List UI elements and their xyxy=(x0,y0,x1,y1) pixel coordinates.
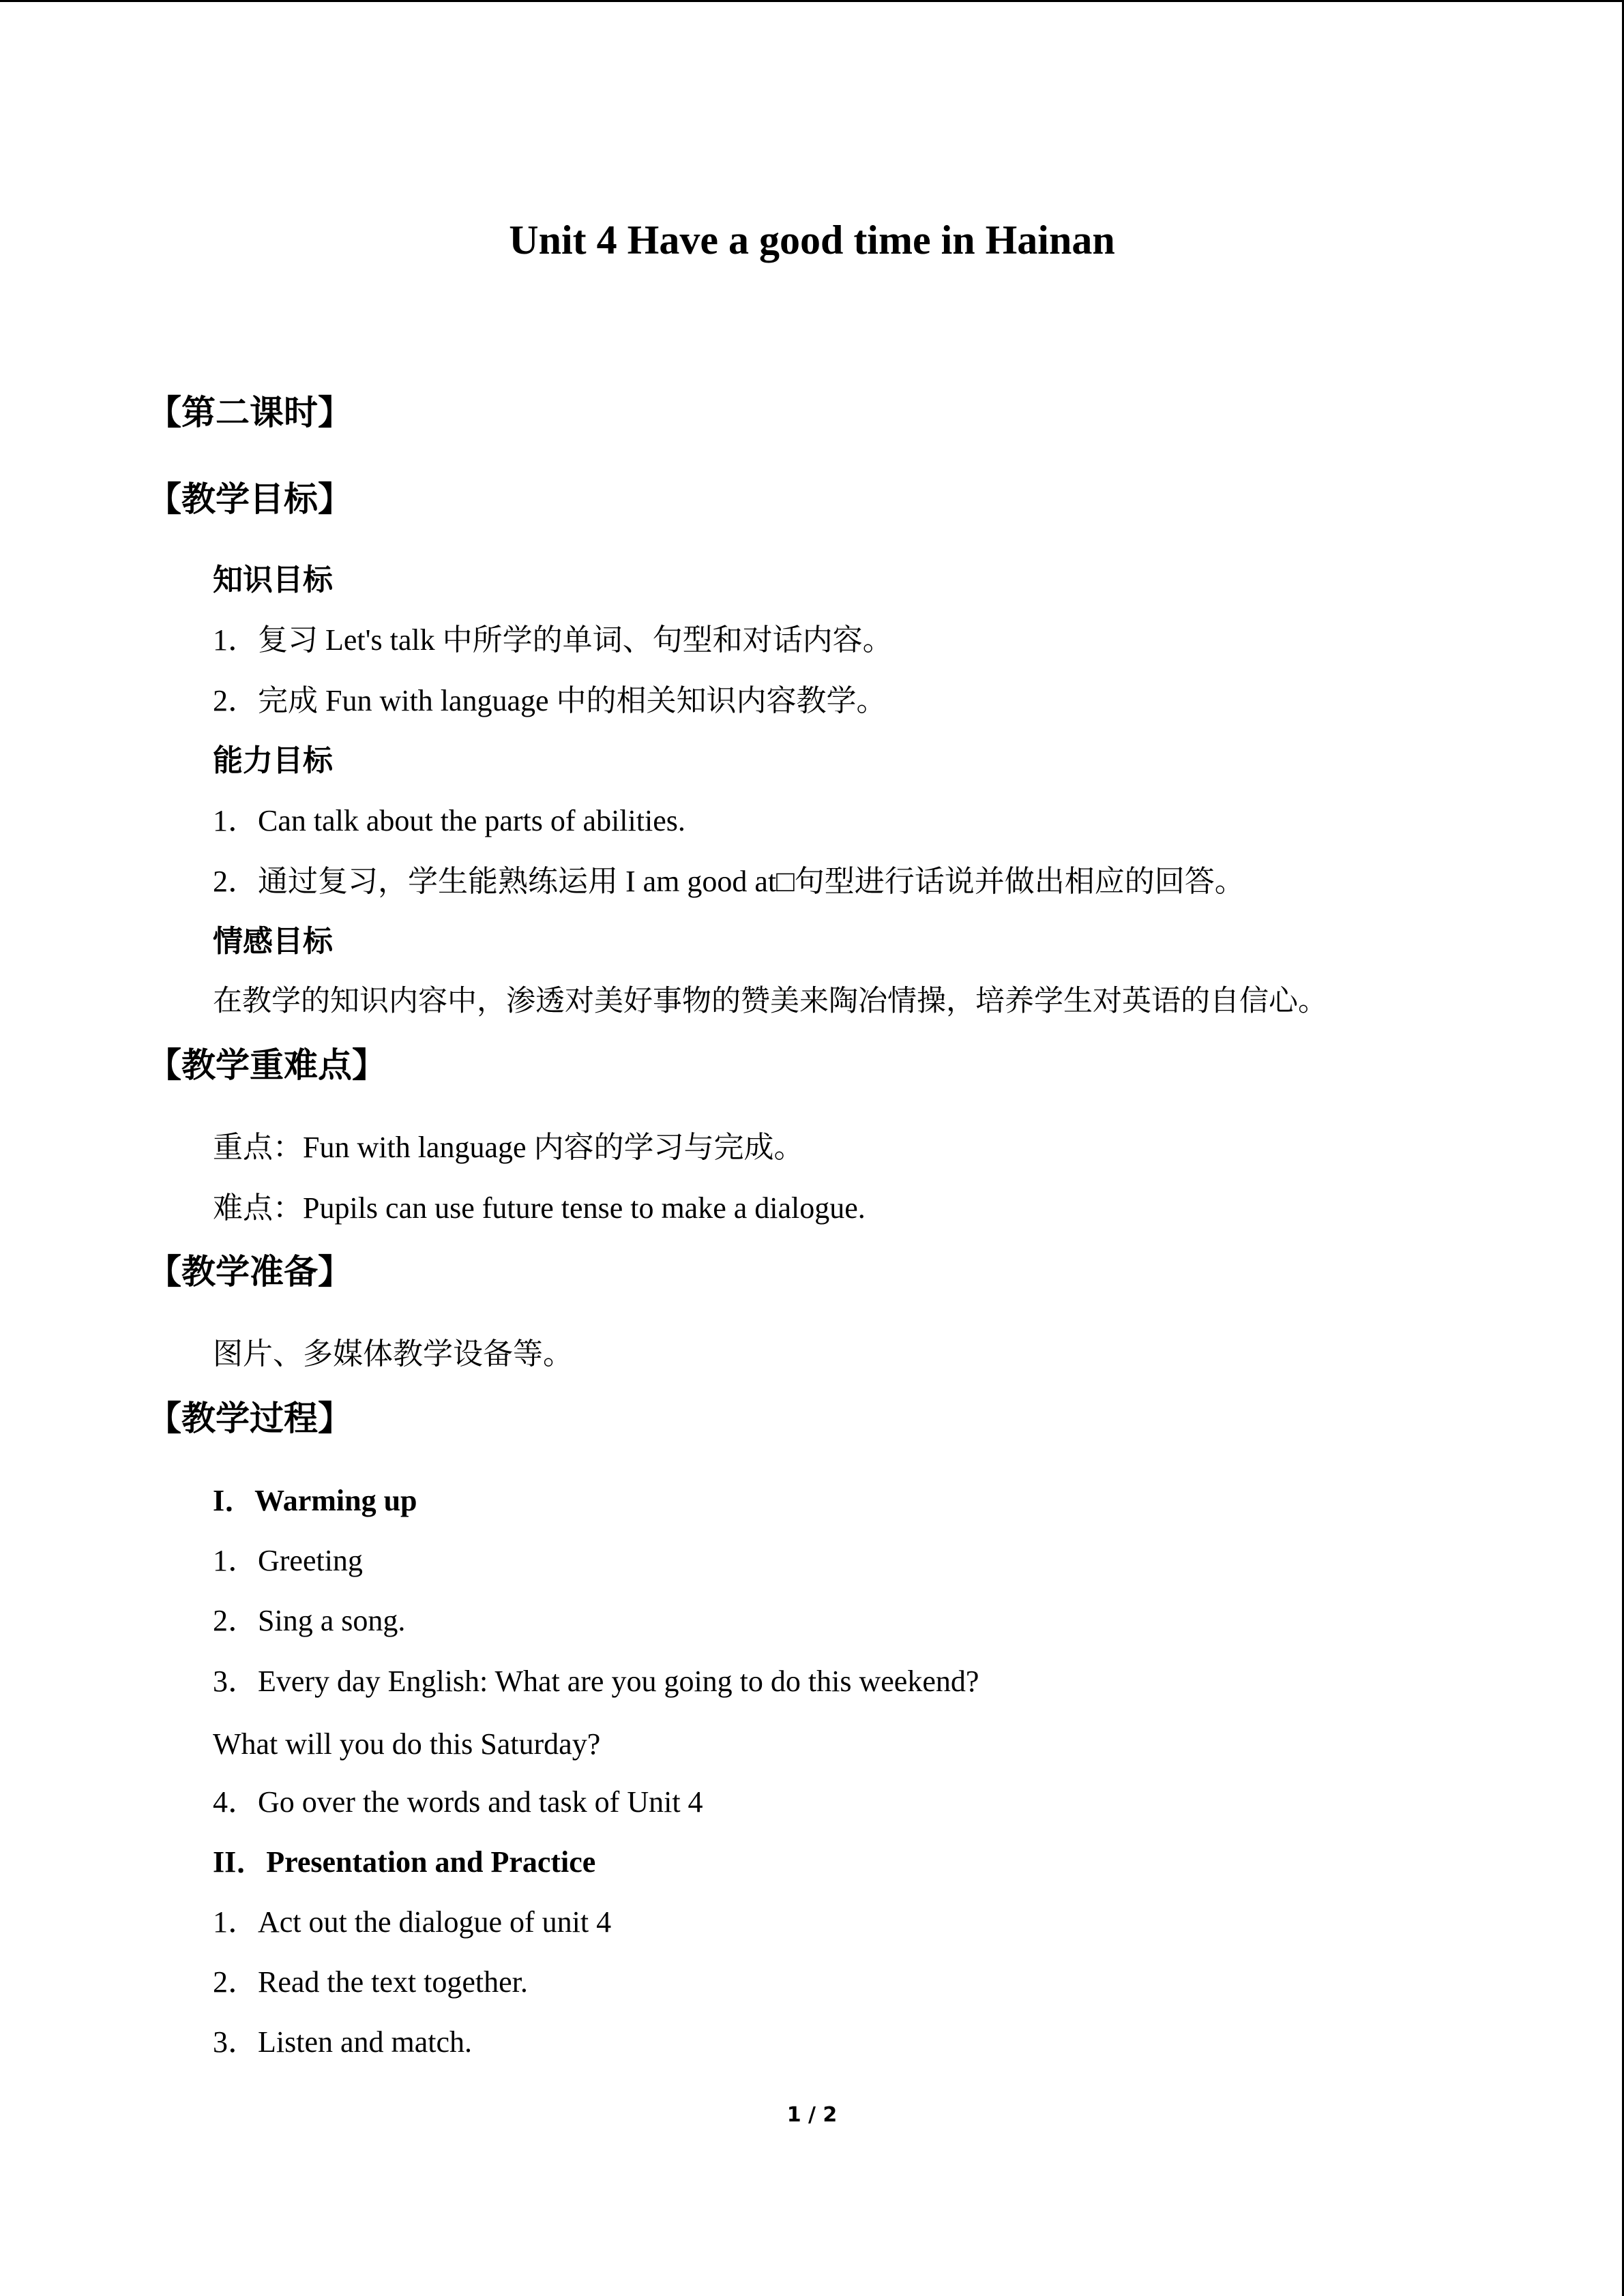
presentation-label: II．Presentation and Practice xyxy=(213,1845,596,1879)
key-point-text: 重点：Fun with language 内容的学习与完成。 xyxy=(213,1131,804,1164)
knowledge-item-2: 2．完成 Fun with language 中的相关知识内容教学。 xyxy=(213,684,887,717)
ability-item-2: 2．通过复习，学生能熟练运用 I am good at□句型进行话说并做出相应的回答。 xyxy=(213,865,1245,898)
preparation-text: 图片、多媒体教学设备等。 xyxy=(213,1337,573,1371)
preparation-heading: 【教学准备】 xyxy=(147,1252,352,1292)
warming-up-label: I．Warming up xyxy=(213,1484,417,1517)
warming-up-item-4: 4．Go over the words and task of Unit 4 xyxy=(213,1785,703,1819)
difficult-point-text: 难点：Pupils can use future tense to make a dialogue. xyxy=(213,1191,866,1225)
presentation-item-2: 2．Read the text together. xyxy=(213,1965,528,1999)
emotion-objective-label: 情感目标 xyxy=(213,924,333,959)
key-points-heading: 【教学重难点】 xyxy=(147,1045,386,1085)
lesson-heading: 【第二课时】 xyxy=(147,393,352,432)
presentation-item-3: 3．Listen and match. xyxy=(213,2025,473,2059)
knowledge-item-1: 1．复习 Let's talk 中所学的单词、句型和对话内容。 xyxy=(213,623,893,657)
objectives-heading: 【教学目标】 xyxy=(147,479,352,519)
presentation-item-1: 1．Act out the dialogue of unit 4 xyxy=(213,1905,612,1939)
ability-item-1: 1．Can talk about the parts of abilities. xyxy=(213,804,685,837)
page-number: 1 / 2 xyxy=(786,2103,838,2127)
knowledge-objective-label: 知识目标 xyxy=(213,563,333,597)
warming-up-item-3: 3．Every day English: What are you going to do this weekend? xyxy=(213,1665,979,1698)
warming-up-item-1: 1．Greeting xyxy=(213,1544,363,1577)
warming-up-item-3-continued: What will you do this Saturday? xyxy=(213,1727,601,1761)
ability-objective-label: 能力目标 xyxy=(213,743,333,778)
emotion-objective-text: 在教学的知识内容中，渗透对美好事物的赞美来陶冶情操，培养学生对英语的自信心。 xyxy=(213,985,1327,1017)
document-title: Unit 4 Have a good time in Hainan xyxy=(509,218,1115,263)
warming-up-item-2: 2．Sing a song. xyxy=(213,1604,406,1637)
page-top-border xyxy=(0,0,1624,2)
process-heading: 【教学过程】 xyxy=(147,1399,352,1438)
